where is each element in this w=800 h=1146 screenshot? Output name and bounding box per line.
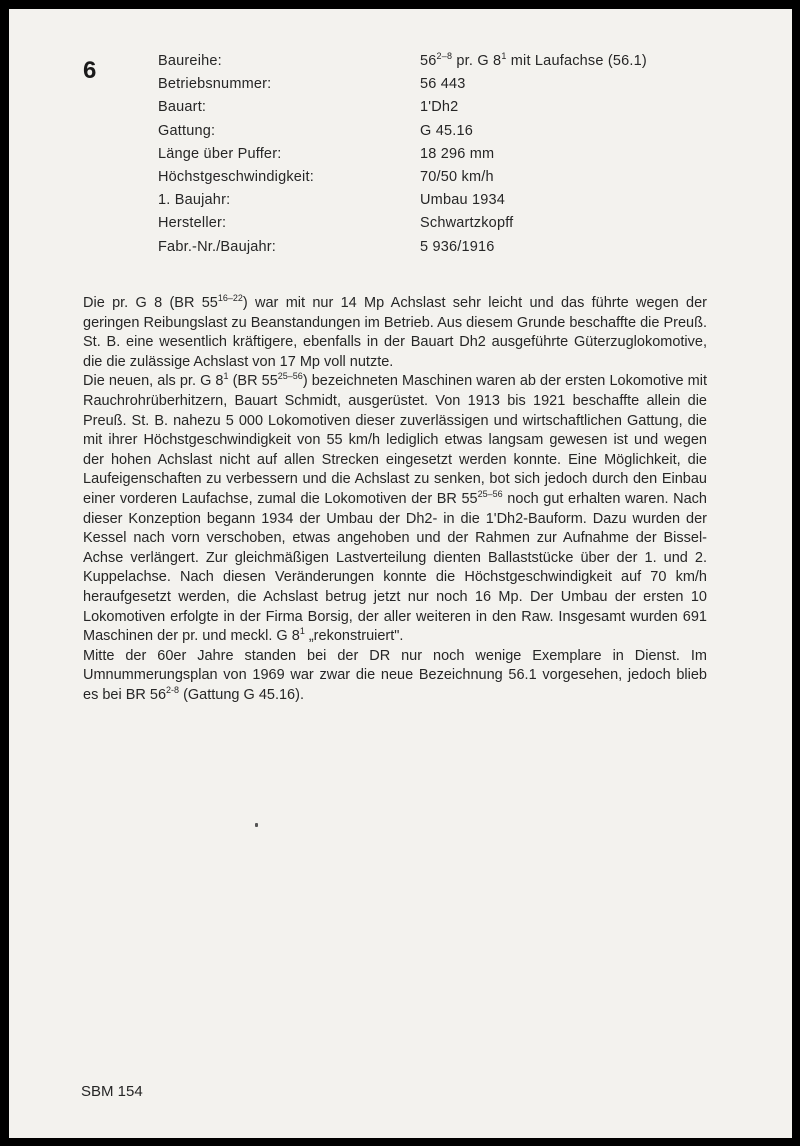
paragraph: [83, 294, 707, 372]
spec-row: [158, 239, 647, 262]
text-run: noch gut erhalten waren. Nach dieser Konzeption begann 1934 der Umbau der Dh2- in die 1'Dh2-Bauform. Dazu wurden der Kessel nach vorn verschoben, etwas angehoben und der Rahmen zur Aufnahme der Bissel-Achse verlängert. Zur gleichmäßigen Lastverteilung dienten Ballaststücke über der 1. und 2. Kuppelachse. Nach diesen Veränderungen konnte die Höchstgeschwindigkeit auf 70 km/h heraufgesetzt werden, die Achslast betrug jetzt nur noch 16 Mp. Der Umbau der ersten 10 Lokomotiven erfolgte in der Firma Borsig, der aller weiteren in den Raw. Insgesamt wurden 691 Maschinen der pr. und meckl. G 8: [83, 490, 707, 645]
spec-value: 18 296 mm: [420, 145, 495, 162]
superscript: 2–8: [436, 51, 453, 62]
spec-table: [158, 53, 647, 262]
spec-row: [158, 76, 647, 99]
spec-label: Bauart:: [158, 99, 207, 116]
spec-value: Umbau 1934: [420, 192, 506, 209]
paragraph: [83, 372, 707, 646]
spec-row: [158, 99, 647, 122]
series-code: SBM 154: [81, 1083, 143, 1100]
description-text: [83, 294, 707, 705]
text-run: ) bezeichneten Maschinen waren ab der ersten Lokomotive mit Rauchrohrüberhitzern, Bauart Schmidt, ausgerüstet. Von 1913 bis 1921 beschaffte allein die Preuß. St. B. nahezu 5 000 Lokomotiven dieser zuverlässigen und wirtschaftlichen Gattung, die mit ihrer Höchstgeschwindigkeit von 55 km/h lediglich etwas langsam gewesen ist und wegen der hohen Achslast nicht auf allen Strecken eingesetzt werden konnte. Eine Möglichkeit, die Laufeigenschaften zu verbessern und die Achslast zu senken, bot sich jedoch durch den Einbau einer vorderen Laufachse, zumal die Lokomotiven der BR 55: [83, 373, 707, 507]
spec-row: [158, 123, 647, 146]
spec-row: [158, 192, 647, 215]
superscript: 1: [299, 626, 305, 637]
spec-value-part: 56: [420, 53, 437, 69]
spec-row: [158, 53, 647, 76]
spec-label: Hersteller:: [158, 215, 227, 232]
text-run: (BR 55: [228, 373, 278, 390]
paragraph: [83, 647, 707, 706]
spec-label: Länge über Puffer:: [158, 145, 282, 162]
superscript: 16–22: [217, 293, 243, 304]
text-run: „rekonstruiert".: [304, 628, 404, 645]
text-run: Die pr. G 8 (BR 55: [83, 295, 218, 311]
superscript: 1: [223, 371, 229, 382]
superscript: 25–56: [477, 489, 503, 500]
spec-value-part: mit Laufachse (56.1): [506, 53, 647, 69]
text-run: ) war mit nur 14 Mp Achslast sehr leicht und das führte wegen der geringen Reibungslast zu Beanstandungen im Betrieb. Aus diesem Grunde beschaffte die Preuß. St. B. eine wesentlich kräftigere, ebenfalls in der Bauart Dh2 ausgeführte Güterzuglokomotive, die die zulässige Achslast von 17 Mp voll nutzte.: [83, 295, 708, 370]
spec-label: Baureihe:: [158, 53, 222, 69]
card-number: 6: [83, 57, 97, 84]
spec-row: [158, 215, 647, 238]
superscript: 25–56: [277, 371, 303, 382]
spec-value: 1'Dh2: [420, 99, 459, 116]
spec-value-part: pr. G 8: [452, 53, 502, 69]
spec-value: G 45.16: [420, 122, 473, 139]
spec-value: [420, 53, 647, 76]
text-run: Mitte der 60er Jahre standen bei der DR nur noch wenige Exemplare in Dienst. Im Umnummerungsplan von 1969 war zwar die neue Bezeichnung 56.1 vorgesehen, jedoch blieb es bei BR 56: [83, 647, 707, 703]
spec-value: 56 443: [420, 76, 466, 93]
spec-row: [158, 146, 647, 169]
spec-label: Höchstgeschwindigkeit:: [158, 168, 314, 185]
text-run: (Gattung G 45.16).: [179, 686, 304, 703]
superscript: 1: [501, 51, 507, 62]
text-run: Die neuen, als pr. G 8: [83, 373, 224, 390]
spec-label: Betriebsnummer:: [158, 76, 272, 93]
postcard: [9, 9, 792, 1138]
spec-value: 5 936/1916: [420, 238, 495, 255]
spec-row: [158, 169, 647, 192]
spec-label: Gattung:: [158, 122, 216, 139]
superscript: 2-8: [166, 685, 180, 696]
spec-label: 1. Baujahr:: [158, 192, 231, 209]
spec-value: Schwartzkopff: [420, 215, 514, 232]
print-speck: [255, 823, 258, 827]
spec-label: Fabr.-Nr./Baujahr:: [158, 238, 277, 255]
spec-value: 70/50 km/h: [420, 168, 494, 185]
